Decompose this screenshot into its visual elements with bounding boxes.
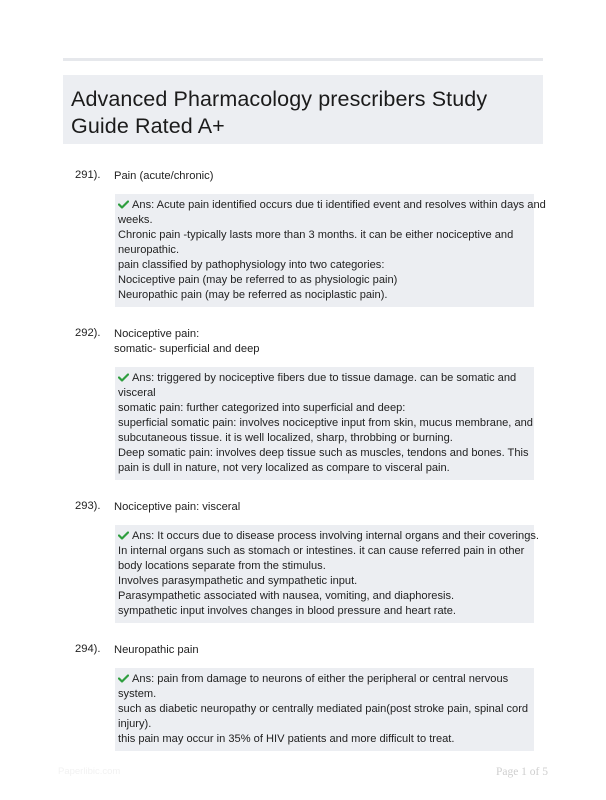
answer-line: Ans: Acute pain identified occurs due ti identified event and resolves within days and xyxy=(118,198,531,213)
answer-line: somatic pain: further categorized into superficial and deep: xyxy=(118,402,406,414)
answer-line: Ans: It occurs due to disease process involving internal organs and their coverings. xyxy=(118,529,531,544)
answer-line: Chronic pain -typically lasts more than 3 months. it can be either nociceptive and xyxy=(118,229,514,241)
answer-line: injury). xyxy=(118,718,152,730)
answer-box-294 xyxy=(115,668,534,751)
answer-line: Ans: triggered by nociceptive fibers due to tissue damage. can be somatic and xyxy=(118,371,531,386)
prompt-line: Neuropathic pain xyxy=(114,644,199,656)
question-prompt xyxy=(114,643,534,658)
question-number: 294). xyxy=(75,643,101,655)
question-prompt xyxy=(114,500,534,515)
answer-line: sympathetic input involves changes in blood pressure and heart rate. xyxy=(118,605,456,617)
checkmark-icon xyxy=(118,674,129,683)
checkmark-icon xyxy=(118,373,129,382)
question-prompt xyxy=(114,327,534,357)
answer-line: Neuropathic pain (may be referred as nociplastic pain). xyxy=(118,289,388,301)
answer-line: superficial somatic pain: involves nociceptive input from skin, mucus membrane, and xyxy=(118,417,533,429)
answer-box-291 xyxy=(115,194,546,307)
answer-line: weeks. xyxy=(118,214,153,226)
prompt-line: Pain (acute/chronic) xyxy=(114,170,214,182)
answer-line: Ans: pain from damage to neurons of either the peripheral or central nervous xyxy=(118,672,531,687)
answer-line: In internal organs such as stomach or intestines. it can cause referred pain in other xyxy=(118,545,525,557)
answer-line: this pain may occur in 35% of HIV patients and more difficult to treat. xyxy=(118,733,455,745)
answer-line: pain is dull in nature, not very localized as compare to visceral pain. xyxy=(118,462,450,474)
question-number: 291). xyxy=(75,169,101,181)
prompt-line: somatic- superficial and deep xyxy=(114,343,260,355)
answer-line: subcutaneous tissue. it is well localized, sharp, throbbing or burning. xyxy=(118,432,453,444)
checkmark-icon xyxy=(118,200,129,209)
answer-line: body locations separate from the stimulus. xyxy=(118,560,326,572)
prompt-line: Nociceptive pain: visceral xyxy=(114,501,241,513)
answer-line: pain classified by pathophysiology into two categories: xyxy=(118,259,385,271)
answer-line: such as diabetic neuropathy or centrally mediated pain(post stroke pain, spinal cord xyxy=(118,703,529,715)
document-title-line-1: Advanced Pharmacology prescribers Study xyxy=(71,87,488,111)
checkmark-icon xyxy=(118,531,129,540)
document-title-box xyxy=(63,75,543,144)
prompt-line: Nociceptive pain: xyxy=(114,328,200,340)
page-indicator: Page 1 of 5 xyxy=(495,766,548,778)
answer-line: Parasympathetic associated with nausea, vomiting, and diaphoresis. xyxy=(118,590,455,602)
question-number: 292). xyxy=(75,327,101,339)
question-prompt xyxy=(114,169,534,184)
answer-line: neuropathic. xyxy=(118,244,180,256)
answer-line: system. xyxy=(118,688,157,700)
answer-line: Deep somatic pain: involves deep tissue such as muscles, tendons and bones. This xyxy=(118,447,529,459)
answer-line: Involves parasympathetic and sympathetic input. xyxy=(118,575,358,587)
answer-line: visceral xyxy=(118,387,156,399)
answer-box-292 xyxy=(115,367,534,480)
question-number: 293). xyxy=(75,500,101,512)
document-title-line-2: Guide Rated A+ xyxy=(71,114,225,138)
footer-watermark: Paperlibic.com xyxy=(58,766,121,777)
top-divider xyxy=(63,58,543,61)
answer-box-293 xyxy=(115,525,539,623)
answer-line: Nociceptive pain (may be referred to as physiologic pain) xyxy=(118,274,398,286)
